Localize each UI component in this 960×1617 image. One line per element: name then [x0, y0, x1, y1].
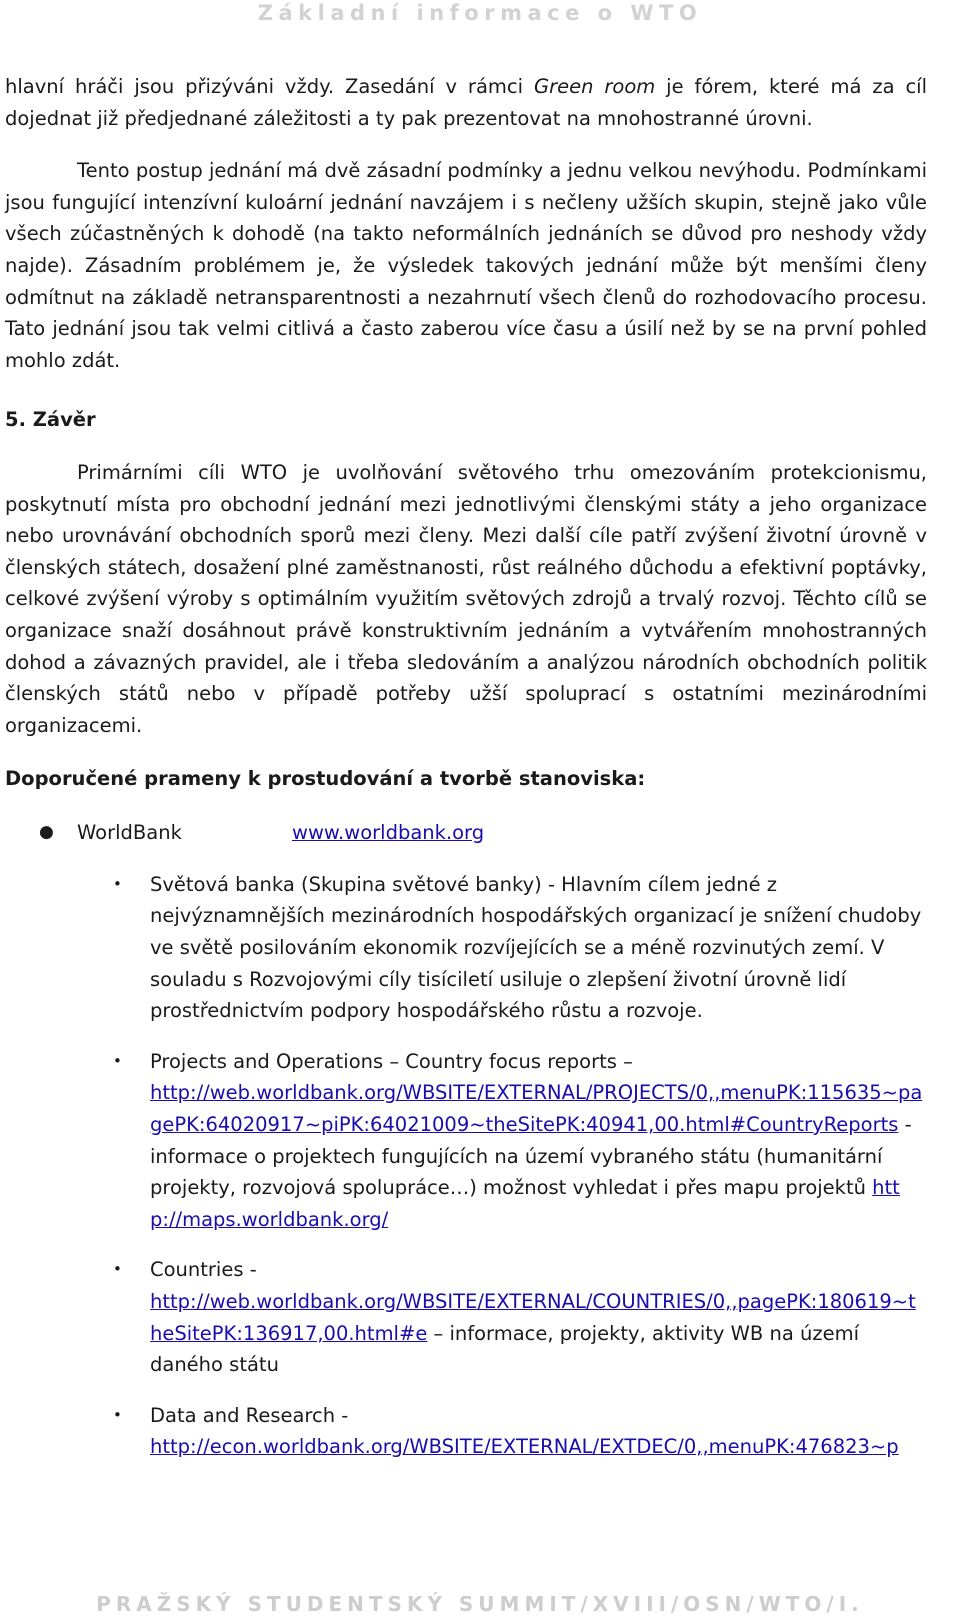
paragraph-green-room: hlavní hráči jsou přizýváni vždy. Zasedání v rámci Green room je fórem, které má za cíl dojednat již předjednané záležitosti a ty pak prezentovat na mnohostranné úrovni. — [5, 75, 928, 130]
source-worldbank — [5, 817, 927, 849]
page-header: Základní informace o WTO — [257, 1, 703, 25]
bullet-icon: • — [113, 874, 122, 893]
paragraph-negotiation-conditions: Tento postup jednání má dvě zásadní podmínky a jednu velkou nevýhodu. Podmínkami jsou fungující intenzívní kuloární jednání navzájem i s nečleny užších skupin, stejně jako vůle všech zúčastněných k dohodě (na takto neformálních jednáních se důvod pro neshody vždy najde). Zásadním problémem je, že výsledek takových jednání může být menšími členy odmítnut na základě netransparentnosti a nezahrnutí všech členů do rozhodovacího procesu. Tato jednání jsou tak velmi citlivá a často zaberou více času a úsilí než by se na první pohled mohlo zdát. — [5, 159, 927, 372]
list-item: • Světová banka (Skupina světové banky) - Hlavním cílem jedné z nejvýznamnějších mezinárodních hospodářských organizací je snížení chudoby ve světě posilováním ekonomik rozvíjejících se a méně rozvinutých zemí. V souladu s Rozvojovými cíly tisíciletí usiluje o zlepšení životní úrovně lidí prostřednictvím podpory hospodářského růstu a rozvoje. — [5, 869, 927, 1027]
bullet-icon: • — [113, 1051, 122, 1070]
list-item: • Projects and Operations – Country focus reports – http://web.worldbank.org/WBSITE/EXTERNAL/PROJECTS/0,,menuPK:115635~pagePK:64020917~piPK:64021009~theSitePK:40941,00.html#CountryReports - informace o projektech fungujících na území vybraného státu (humanitární projekty, rozvojová spolupráce…) možnost vyhledat i přes mapu projektů http://maps.worldbank.org/ — [5, 1046, 927, 1236]
source-name: WorldBank — [77, 820, 182, 844]
sources-heading: Doporučené prameny k prostudování a tvorbě stanoviska: — [5, 767, 646, 791]
data-research-link[interactable]: http://econ.worldbank.org/WBSITE/EXTERNAL/EXTDEC/0,,menuPK:476823~p — [150, 1435, 899, 1459]
projects-link[interactable]: http://web.worldbank.org/WBSITE/EXTERNAL/PROJECTS/0,,menuPK:115635~pagePK:64020917~piPK:64021009~theSitePK:40941,00.html#CountryReports — [150, 1081, 923, 1137]
paragraph-conclusion: Primárními cíli WTO je uvolňování světového trhu omezováním protekcionismu, poskytnutí místa pro obchodní jednání mezi jednotlivými členskými státy a jeho organizace nebo urovnávání obchodních sporů mezi členy. Mezi další cíle patří zvýšení životní úrovně v členských státech, dosažení plné zaměstnanosti, růst reálného důchodu a efektivní poptávky, celkové zvýšení výroby s optimálním využitím světových zdrojů a trvalý rozvoj. Těchto cílů se organizace snaží dosáhnout právě konstruktivním jednáním a vytvářením mnohostranných dohod a závazných pravidel, ale i třeba sledováním a analýzou národních obchodních politik členských států nebo v případě potřeby užší spoluprací s ostatními mezinárodními organizacemi. — [5, 460, 927, 737]
list-item: • Countries - http://web.worldbank.org/WBSITE/EXTERNAL/COUNTRIES/0,,pagePK:180619~theSitePK:136917,00.html#e – informace, projekty, aktivity WB na území daného státu — [5, 1254, 927, 1380]
worldbank-resources-list — [5, 869, 927, 1463]
document-body — [5, 71, 927, 1463]
bullet-icon: ● — [39, 821, 54, 842]
maps-link[interactable]: http://maps.worldbank.org/ — [150, 1176, 900, 1231]
bullet-icon: • — [113, 1405, 122, 1424]
page-footer: PRAŽSKÝ STUDENTSKÝ SUMMIT/XVIII/OSN/WTO/I. — [96, 1592, 864, 1616]
list-item: • Data and Research - http://econ.worldbank.org/WBSITE/EXTERNAL/EXTDEC/0,,menuPK:476823~p — [5, 1400, 927, 1463]
section-heading-conclusion: 5. Závěr — [5, 408, 96, 432]
worldbank-link[interactable]: www.worldbank.org — [292, 820, 485, 844]
green-room-term: Green room — [533, 75, 656, 98]
bullet-icon: • — [113, 1260, 122, 1279]
countries-link[interactable]: http://web.worldbank.org/WBSITE/EXTERNAL/COUNTRIES/0,,pagePK:180619~theSitePK:136917,00.html#e — [150, 1290, 916, 1345]
